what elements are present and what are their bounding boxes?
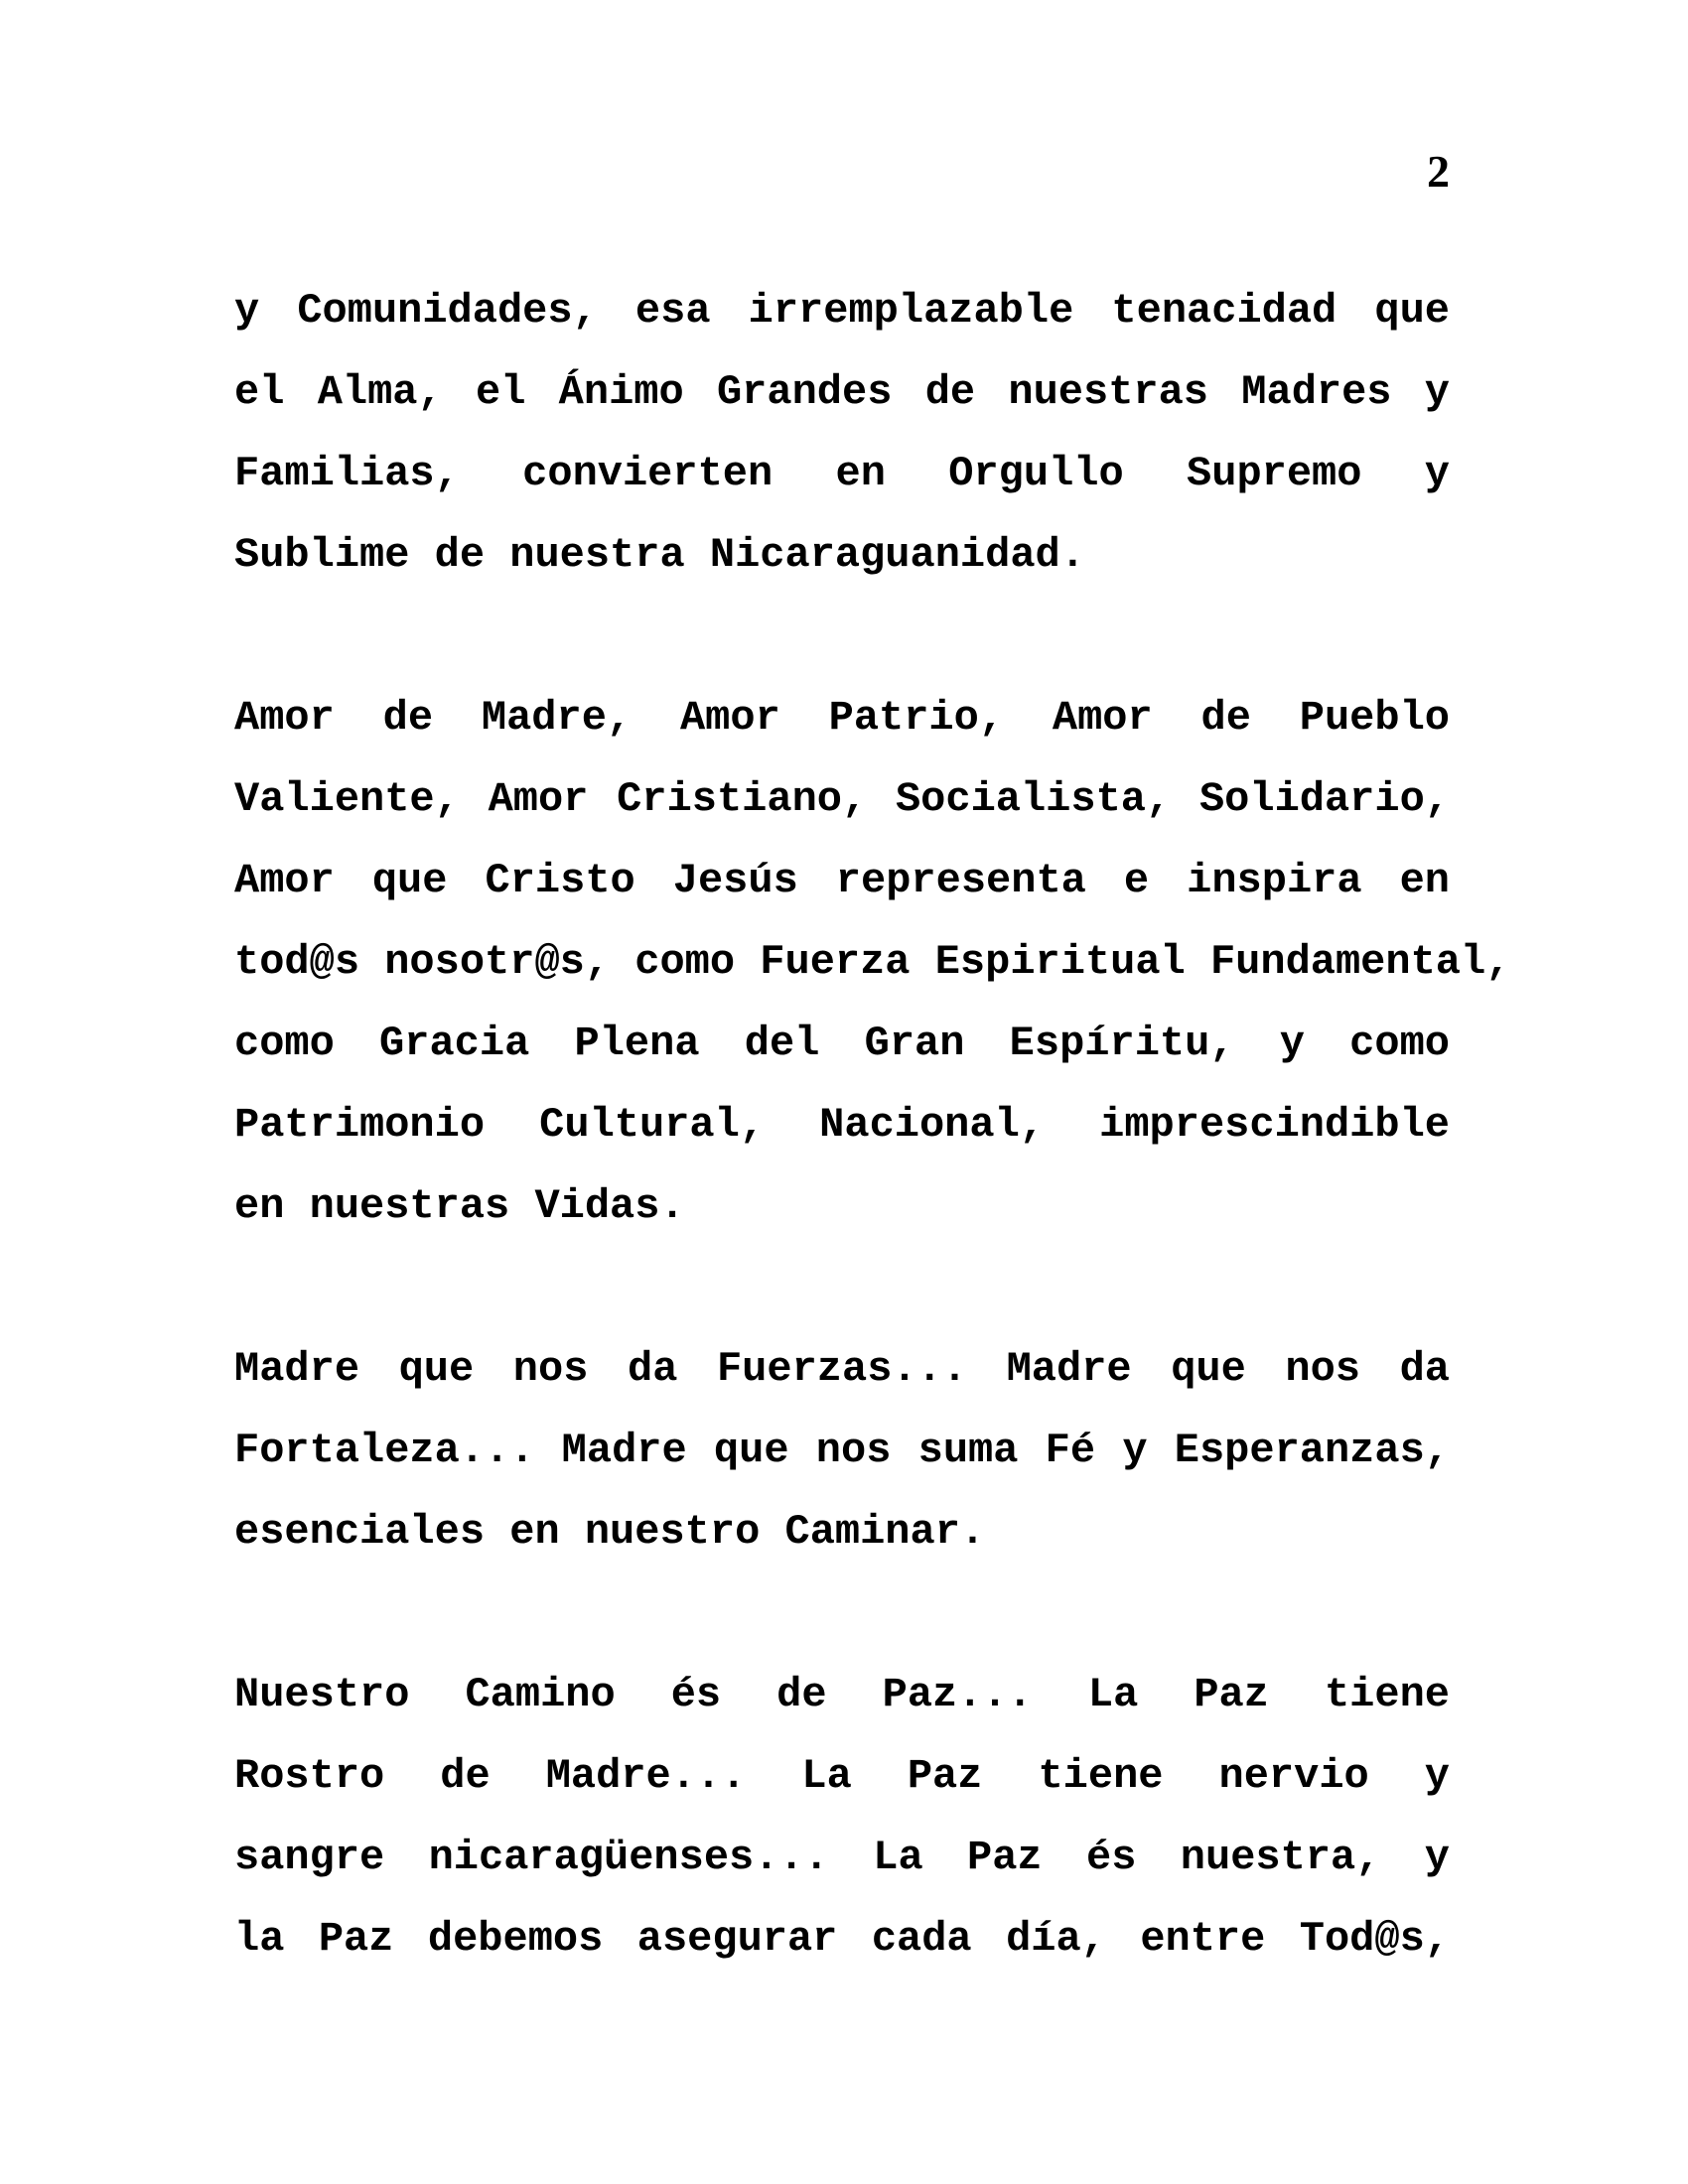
text-line: la Paz debemos asegurar cada día, entre Tod@s,: [234, 1915, 1450, 1963]
text-line: Amor de Madre, Amor Patrio, Amor de Pueblo: [234, 694, 1450, 742]
paragraph-gap: [234, 1247, 1450, 1328]
text-line: Rostro de Madre... La Paz tiene nervio y: [234, 1752, 1450, 1800]
text-line: Patrimonio Cultural, Nacional, imprescindible: [234, 1101, 1450, 1149]
text-line: Fortaleza... Madre que nos suma Fé y Esperanzas,: [234, 1427, 1450, 1474]
text-line: esenciales en nuestro Caminar.: [234, 1508, 986, 1556]
text-line: y Comunidades, esa irremplazable tenacidad que: [234, 287, 1450, 335]
text-line: Valiente, Amor Cristiano, Socialista, Solidario,: [234, 775, 1450, 823]
paragraph-gap: [234, 1572, 1450, 1654]
text-line: Familias, convierten en Orgullo Supremo y: [234, 450, 1450, 497]
paragraph-gap: [234, 596, 1450, 677]
text-line: como Gracia Plena del Gran Espíritu, y como: [234, 1020, 1450, 1067]
text-line: Madre que nos da Fuerzas... Madre que nos da: [234, 1345, 1450, 1393]
text-line: Amor que Cristo Jesús representa e inspira en: [234, 857, 1450, 904]
body-text: [234, 270, 1511, 1979]
paragraph-1: [234, 270, 1450, 596]
paragraph-3: [234, 1328, 1450, 1572]
text-line: Sublime de nuestra Nicaraguanidad.: [234, 531, 1085, 579]
text-line: sangre nicaragüenses... La Paz és nuestra, y: [234, 1834, 1450, 1881]
paragraph-4: [234, 1654, 1450, 1979]
page-number: 2: [1427, 146, 1450, 197]
paragraph-2: [234, 677, 1511, 1247]
text-line: el Alma, el Ánimo Grandes de nuestras Madres y: [234, 368, 1450, 416]
text-line: en nuestras Vidas.: [234, 1182, 685, 1230]
text-line: tod@s nosotr@s, como Fuerza Espiritual Fundamental,: [234, 938, 1511, 986]
text-line: Nuestro Camino és de Paz... La Paz tiene: [234, 1671, 1450, 1718]
